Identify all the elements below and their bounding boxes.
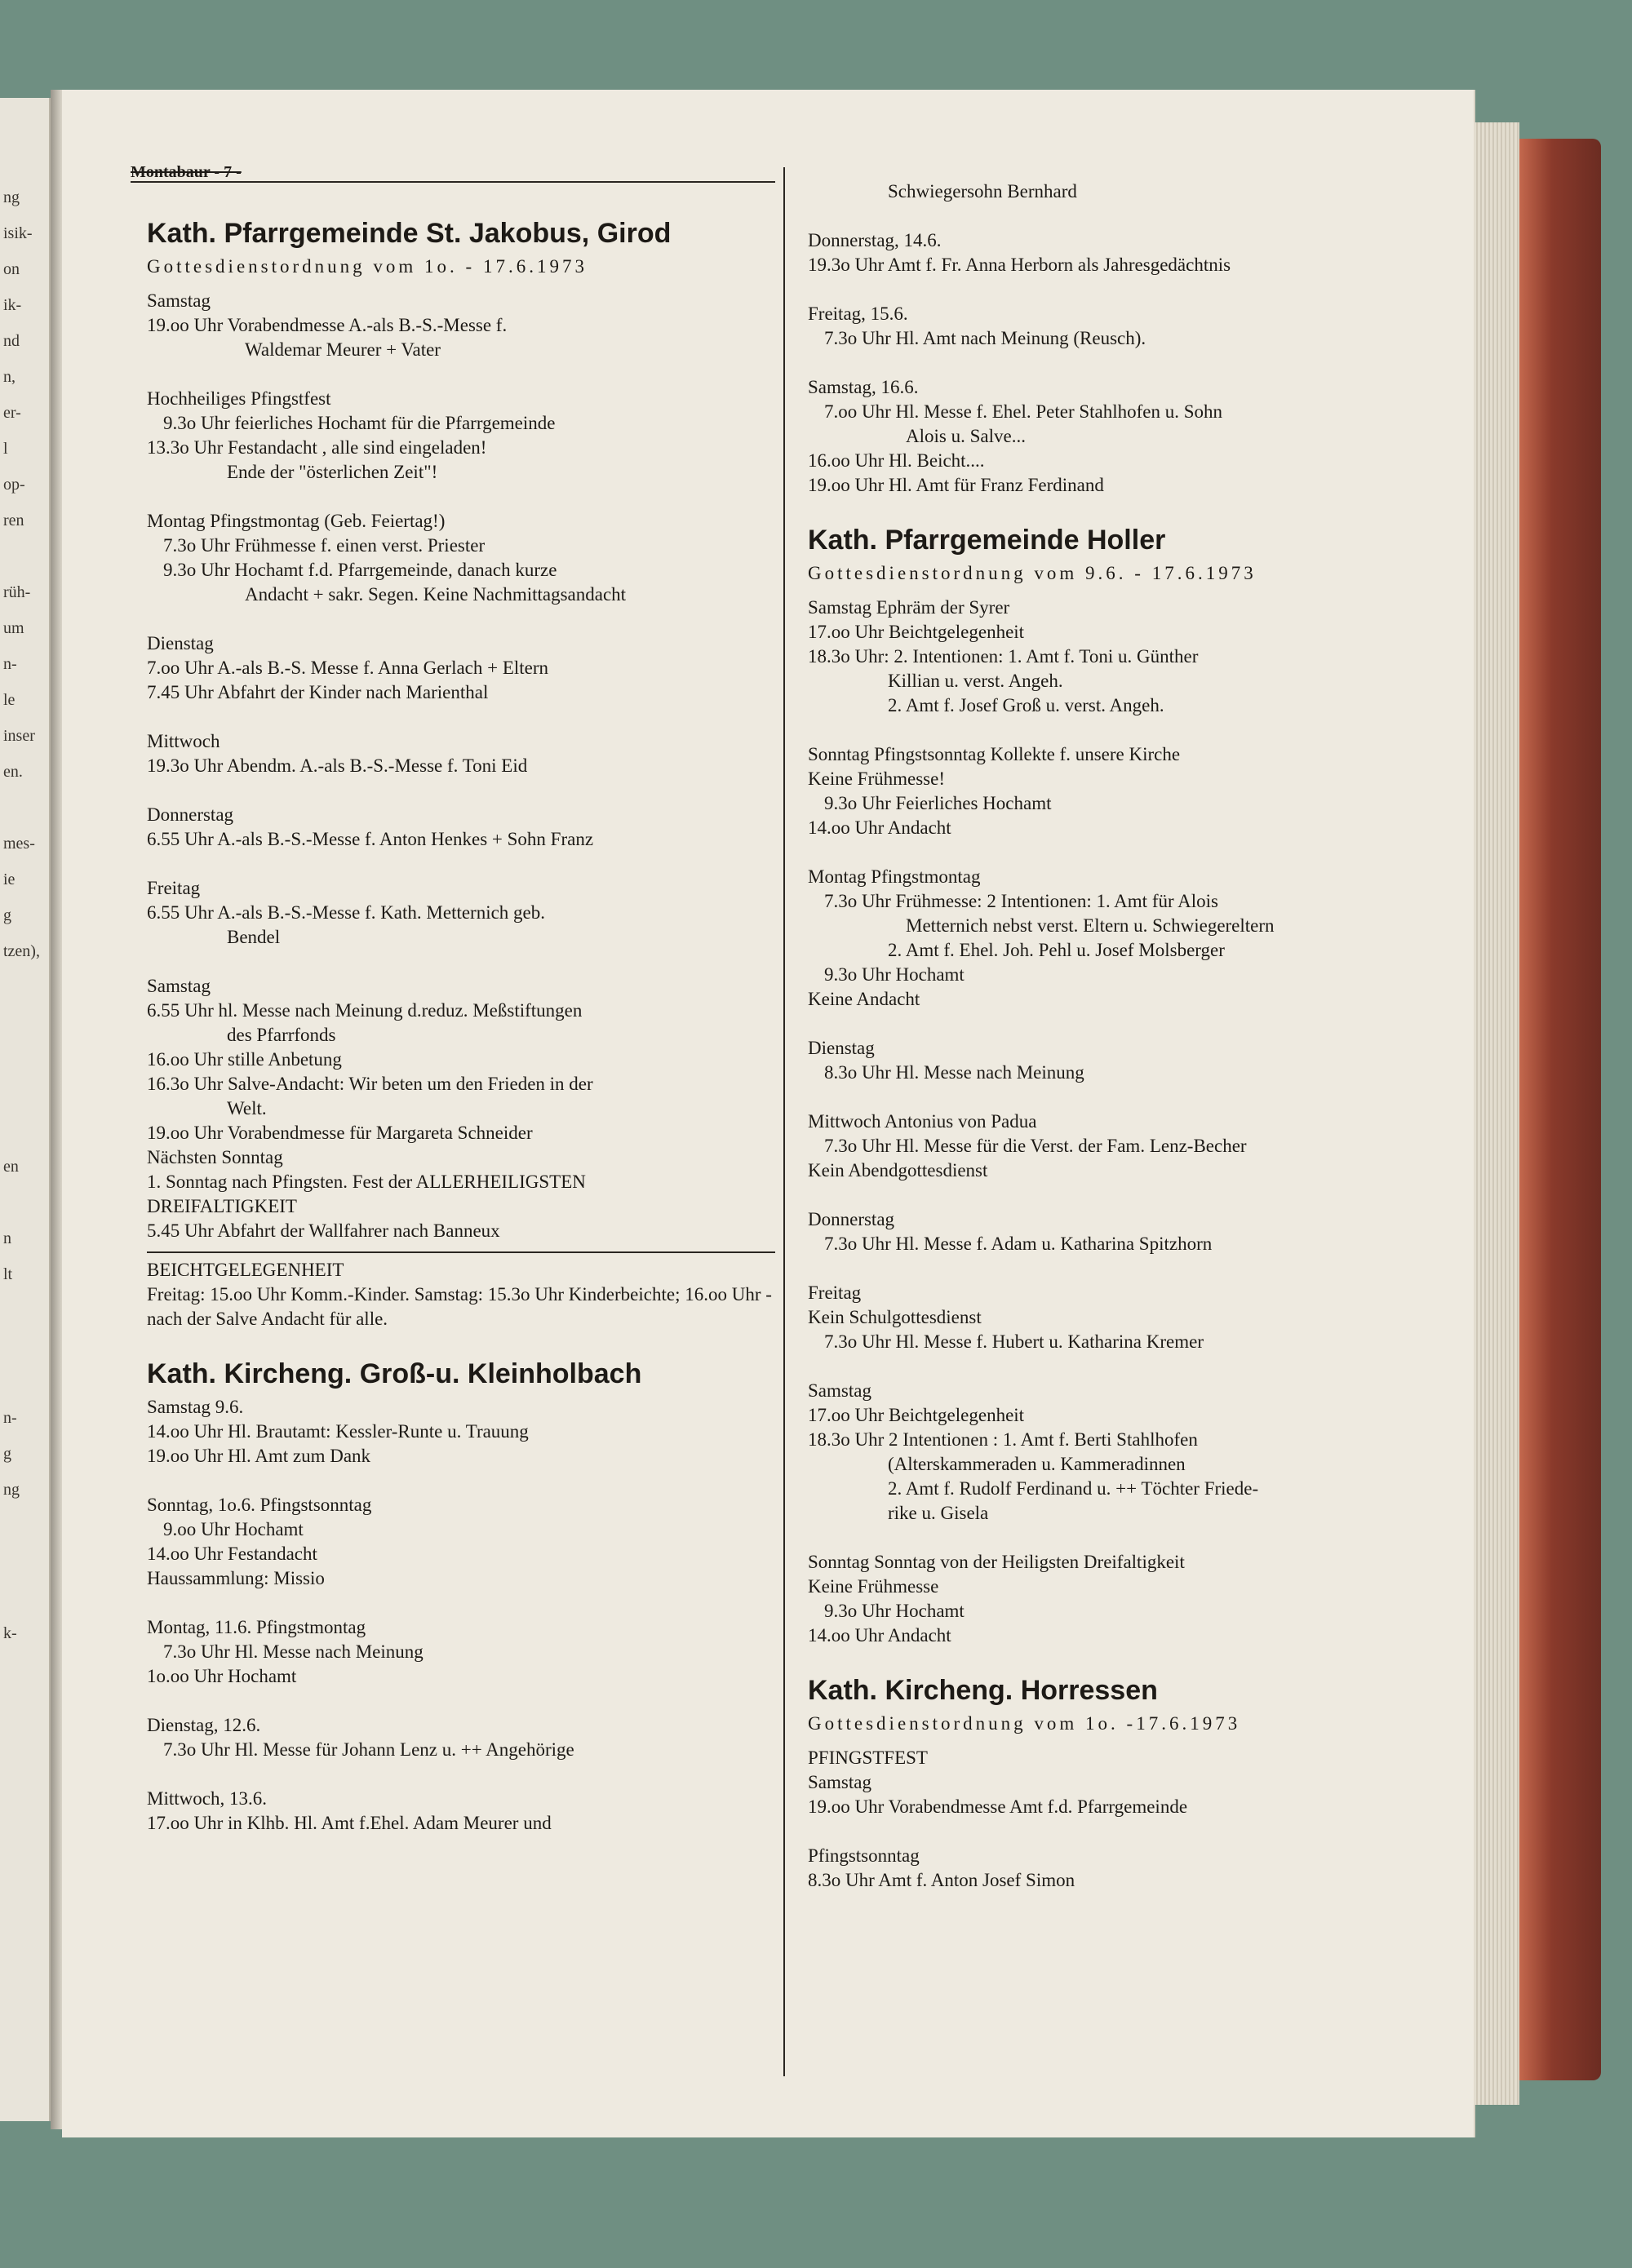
schedule-line: 9.3o Uhr Hochamt xyxy=(824,964,965,985)
section-title-holler: Kath. Pfarrgemeinde Holler xyxy=(808,525,1166,556)
left-page-fragment xyxy=(3,1508,49,1544)
section-subtitle-holler: Gottesdienstordnung vom 9.6. - 17.6.1973 xyxy=(808,563,1257,583)
left-page-fragment: n xyxy=(3,1229,11,1247)
section-title-kleinholbach: Kath. Kircheng. Groß-u. Kleinholbach xyxy=(147,1358,642,1389)
spacer xyxy=(808,718,1444,742)
left-page-fragment xyxy=(3,790,49,826)
schedule-line: 14.oo Uhr Festandacht xyxy=(147,1544,317,1564)
schedule-line: Sonntag, 1o.6. Pfingstsonntag xyxy=(147,1495,372,1515)
schedule-line: Montag Pfingstmontag (Geb. Feiertag!) xyxy=(147,511,446,531)
right-column xyxy=(808,155,1444,1893)
spacer xyxy=(147,1762,775,1787)
schedule-line: Haussammlung: Missio xyxy=(147,1568,325,1588)
schedule-line: PFINGSTFEST xyxy=(808,1748,928,1768)
schedule-line: 7.3o Uhr Hl. Messe für Johann Lenz u. ++ Angehörige xyxy=(163,1739,574,1760)
left-page-fragment xyxy=(3,1544,49,1579)
schedule-line: (Alterskammeraden u. Kammeradinnen xyxy=(888,1454,1186,1474)
left-page-fragment xyxy=(3,1041,49,1077)
left-page-fragment: n- xyxy=(3,655,17,673)
schedule-line: 8.3o Uhr Amt f. Anton Josef Simon xyxy=(808,1870,1075,1890)
schedule-line: 1o.oo Uhr Hochamt xyxy=(147,1666,297,1686)
schedule-line: Samstag, 16.6. xyxy=(808,377,919,397)
spacer xyxy=(147,705,775,729)
schedule-line: 5.45 Uhr Abfahrt der Wallfahrer nach Banneux xyxy=(147,1220,500,1241)
girod-schedule xyxy=(147,289,775,1243)
left-page-fragment: mes- xyxy=(3,835,35,853)
schedule-line: 14.oo Uhr Andacht xyxy=(808,1625,951,1646)
schedule-line: 9.oo Uhr Hochamt xyxy=(163,1519,304,1539)
beicht-text: Freitag: 15.oo Uhr Komm.-Kinder. Samstag: 15.3o Uhr Kinderbeichte; 16.oo Uhr - nach der Salve Andacht für alle. xyxy=(147,1284,772,1329)
schedule-line: 7.3o Uhr Hl. Messe für die Verst. der Fam. Lenz-Becher xyxy=(824,1136,1247,1156)
schedule-line: rike u. Gisela xyxy=(888,1503,989,1523)
schedule-line: Sonntag Sonntag von der Heiligsten Dreifaltigkeit xyxy=(808,1552,1185,1572)
left-page-fragment xyxy=(3,1005,49,1041)
spacer xyxy=(808,1012,1444,1036)
left-page-fragment: n- xyxy=(3,1409,17,1427)
schedule-line: Ende der "österlichen Zeit"! xyxy=(227,462,438,482)
schedule-line: Freitag xyxy=(808,1282,862,1303)
left-page-fragment: ik- xyxy=(3,296,22,314)
spacer xyxy=(147,778,775,803)
schedule-line: Samstag xyxy=(808,1380,871,1401)
schedule-line: DREIFALTIGKEIT xyxy=(147,1196,297,1216)
spacer xyxy=(808,1354,1444,1379)
schedule-line: 9.3o Uhr feierliches Hochamt für die Pfarrgemeinde xyxy=(163,413,556,433)
schedule-line: Montag Pfingstmontag xyxy=(808,866,981,887)
schedule-line: Keine Frühmesse! xyxy=(808,769,945,789)
schedule-line: Bendel xyxy=(227,927,281,947)
schedule-line: Donnerstag xyxy=(147,804,234,825)
horressen-schedule xyxy=(808,1746,1444,1893)
schedule-line: Samstag xyxy=(147,290,211,311)
spacer xyxy=(147,362,775,387)
book-gutter xyxy=(51,90,62,2129)
schedule-line: 18.3o Uhr 2 Intentionen : 1. Amt f. Berti Stahlhofen xyxy=(808,1429,1198,1450)
left-page-fragment xyxy=(3,1292,49,1328)
schedule-line: 7.oo Uhr A.-als B.-S. Messe f. Anna Gerlach + Eltern xyxy=(147,658,549,678)
left-page-fragment xyxy=(3,1113,49,1149)
schedule-line: 9.3o Uhr Hochamt xyxy=(824,1601,965,1621)
schedule-line: 6.55 Uhr A.-als B.-S.-Messe f. Kath. Metternich geb. xyxy=(147,902,546,923)
schedule-line: 7.3o Uhr Hl. Messe nach Meinung xyxy=(163,1641,424,1662)
left-page-fragment: isik- xyxy=(3,224,33,242)
schedule-line: Dienstag xyxy=(147,633,214,653)
schedule-line: 17.oo Uhr in Klhb. Hl. Amt f.Ehel. Adam Meurer und xyxy=(147,1813,552,1833)
section-title-girod: Kath. Pfarrgemeinde St. Jakobus, Girod xyxy=(147,218,672,249)
schedule-line: 9.3o Uhr Hochamt f.d. Pfarrgemeinde, danach kurze xyxy=(163,560,557,580)
schedule-line: Keine Frühmesse xyxy=(808,1576,939,1597)
schedule-line: 14.oo Uhr Hl. Brautamt: Kessler-Runte u. Trauung xyxy=(147,1421,529,1442)
left-page-edge xyxy=(0,98,51,2121)
spacer xyxy=(808,1256,1444,1281)
left-page-fragment xyxy=(3,1579,49,1615)
schedule-line: 7.3o Uhr Frühmesse f. einen verst. Priester xyxy=(163,535,486,556)
left-page-fragment: nd xyxy=(3,332,20,350)
left-page-fragment: um xyxy=(3,619,24,637)
left-column xyxy=(147,155,775,1836)
schedule-line: Schwiegersohn Bernhard xyxy=(888,181,1077,202)
schedule-line: Samstag 9.6. xyxy=(147,1397,244,1417)
schedule-line: Mittwoch, 13.6. xyxy=(147,1788,267,1809)
schedule-line: 19.oo Uhr Hl. Amt für Franz Ferdinand xyxy=(808,475,1104,495)
left-page-fragment: rüh- xyxy=(3,583,31,601)
section-subtitle-horressen: Gottesdienstordnung vom 1o. -17.6.1973 xyxy=(808,1713,1241,1734)
spacer xyxy=(147,1468,775,1493)
schedule-line: Donnerstag xyxy=(808,1209,895,1229)
left-page-fragment: op- xyxy=(3,476,25,494)
schedule-line: 1. Sonntag nach Pfingsten. Fest der ALLERHEILIGSTEN xyxy=(147,1172,586,1192)
schedule-line: 19.oo Uhr Vorabendmesse für Margareta Schneider xyxy=(147,1123,533,1143)
schedule-line: Welt. xyxy=(227,1098,267,1118)
schedule-line: Mittwoch Antonius von Padua xyxy=(808,1111,1037,1132)
left-page-fragment: inser xyxy=(3,727,35,745)
schedule-line: 16.3o Uhr Salve-Andacht: Wir beten um den Frieden in der xyxy=(147,1074,593,1094)
schedule-line: Sonntag Pfingstsonntag Kollekte f. unsere Kirche xyxy=(808,744,1181,764)
schedule-line: Nächsten Sonntag xyxy=(147,1147,283,1167)
schedule-line: Samstag xyxy=(147,976,211,996)
left-page-fragment: er- xyxy=(3,404,21,422)
spacer xyxy=(808,840,1444,865)
spacer xyxy=(147,950,775,974)
spacer xyxy=(808,1526,1444,1550)
schedule-line: 9.3o Uhr Feierliches Hochamt xyxy=(824,793,1052,813)
schedule-line: Freitag xyxy=(147,878,201,898)
left-page-fragment: g xyxy=(3,906,11,924)
spacer xyxy=(808,1183,1444,1207)
schedule-line: Alois u. Salve... xyxy=(906,426,1026,446)
schedule-line: 7.oo Uhr Hl. Messe f. Ehel. Peter Stahlhofen u. Sohn xyxy=(824,401,1223,422)
schedule-line: Dienstag xyxy=(808,1038,875,1058)
schedule-line: 19.3o Uhr Abendm. A.-als B.-S.-Messe f. Toni Eid xyxy=(147,755,528,776)
schedule-line: 2. Amt f. Ehel. Joh. Pehl u. Josef Molsberger xyxy=(888,940,1225,960)
schedule-line: Kein Abendgottesdienst xyxy=(808,1160,988,1181)
schedule-line: 16.oo Uhr Hl. Beicht.... xyxy=(808,450,985,471)
schedule-line: des Pfarrfonds xyxy=(227,1025,336,1045)
schedule-line: 6.55 Uhr A.-als B.-S.-Messe f. Anton Henkes + Sohn Franz xyxy=(147,829,594,849)
schedule-line: Kein Schulgottesdienst xyxy=(808,1307,982,1327)
schedule-line: Killian u. verst. Angeh. xyxy=(888,671,1063,691)
spacer xyxy=(808,204,1444,228)
schedule-line: 18.3o Uhr: 2. Intentionen: 1. Amt f. Toni u. Günther xyxy=(808,646,1199,667)
left-page-fragment: ie xyxy=(3,870,16,888)
left-page-fragment: g xyxy=(3,1445,11,1463)
schedule-line: Metternich nebst verst. Eltern u. Schwiegereltern xyxy=(906,915,1275,936)
schedule-line: 19.3o Uhr Amt f. Fr. Anna Herborn als Jahresgedächtnis xyxy=(808,255,1231,275)
book-cover xyxy=(1519,139,1601,2080)
column-divider xyxy=(783,167,785,2076)
left-page-fragment: ng xyxy=(3,1481,20,1499)
schedule-line: Keine Andacht xyxy=(808,989,920,1009)
schedule-line: 7.45 Uhr Abfahrt der Kinder nach Marienthal xyxy=(147,682,489,702)
left-page-fragment: en. xyxy=(3,763,23,781)
schedule-line: Montag, 11.6. Pfingstmontag xyxy=(147,1617,366,1637)
schedule-line: 7.3o Uhr Hl. Messe f. Adam u. Katharina Spitzhorn xyxy=(824,1234,1213,1254)
schedule-line: 17.oo Uhr Beichtgelegenheit xyxy=(808,1405,1025,1425)
schedule-line: Dienstag, 12.6. xyxy=(147,1715,261,1735)
spacer xyxy=(147,485,775,509)
schedule-line: 6.55 Uhr hl. Messe nach Meinung d.reduz. Meßstiftungen xyxy=(147,1000,583,1021)
left-page-fragment: ng xyxy=(3,188,20,206)
schedule-line: Samstag xyxy=(808,1772,871,1792)
section-title-horressen: Kath. Kircheng. Horressen xyxy=(808,1675,1158,1706)
kleinholbach-schedule xyxy=(147,1395,775,1836)
spacer xyxy=(808,277,1444,302)
left-page-fragment: n, xyxy=(3,368,16,386)
schedule-line: Donnerstag, 14.6. xyxy=(808,230,942,250)
left-page-fragment: le xyxy=(3,691,16,709)
schedule-line: 16.oo Uhr stille Anbetung xyxy=(147,1049,342,1070)
spacer xyxy=(808,1819,1444,1844)
spacer xyxy=(808,351,1444,375)
schedule-line: 17.oo Uhr Beichtgelegenheit xyxy=(808,622,1025,642)
schedule-line: 19.oo Uhr Vorabendmesse A.-als B.-S.-Messe f. xyxy=(147,315,508,335)
beicht-box xyxy=(147,1251,775,1331)
left-page-fragment xyxy=(3,1185,49,1220)
spacer xyxy=(147,607,775,631)
schedule-line: 14.oo Uhr Andacht xyxy=(808,817,951,838)
spacer xyxy=(147,1689,775,1713)
left-page-fragment: lt xyxy=(3,1265,13,1283)
schedule-line: Freitag, 15.6. xyxy=(808,303,908,324)
left-page-fragment: l xyxy=(3,440,8,458)
holler-schedule xyxy=(808,596,1444,1648)
schedule-line: 7.3o Uhr Hl. Amt nach Meinung (Reusch). xyxy=(824,328,1146,348)
spacer xyxy=(147,852,775,876)
beicht-heading: BEICHTGELEGENHEIT xyxy=(147,1260,344,1280)
spacer xyxy=(808,1085,1444,1110)
schedule-line: 2. Amt f. Rudolf Ferdinand u. ++ Töchter Friede- xyxy=(888,1478,1259,1499)
running-header: Montabaur - 7 - xyxy=(131,163,242,181)
schedule-line: Pfingstsonntag xyxy=(808,1845,920,1866)
left-page-fragment xyxy=(3,1077,49,1113)
schedule-line: 19.oo Uhr Hl. Amt zum Dank xyxy=(147,1446,371,1466)
schedule-line: 13.3o Uhr Festandacht , alle sind eingeladen! xyxy=(147,437,487,458)
section-subtitle-girod: Gottesdienstordnung vom 1o. - 17.6.1973 xyxy=(147,256,588,277)
left-page-fragment: ren xyxy=(3,512,24,529)
schedule-line: 8.3o Uhr Hl. Messe nach Meinung xyxy=(824,1062,1084,1083)
left-page-fragment: tzen), xyxy=(3,942,40,960)
schedule-line: Waldemar Meurer + Vater xyxy=(245,339,441,360)
schedule-line: 7.3o Uhr Hl. Messe f. Hubert u. Katharina Kremer xyxy=(824,1331,1204,1352)
left-page-fragment xyxy=(3,1364,49,1400)
left-page-fragment xyxy=(3,969,49,1005)
schedule-line: 19.oo Uhr Vorabendmesse Amt f.d. Pfarrgemeinde xyxy=(808,1796,1188,1817)
page-edges xyxy=(1474,122,1519,2105)
schedule-line: Mittwoch xyxy=(147,731,220,751)
spacer xyxy=(147,1591,775,1615)
left-page-fragment xyxy=(3,538,49,574)
schedule-line: 2. Amt f. Josef Groß u. verst. Angeh. xyxy=(888,695,1164,715)
schedule-line: Andacht + sakr. Segen. Keine Nachmittagsandacht xyxy=(245,584,627,605)
schedule-line: 7.3o Uhr Frühmesse: 2 Intentionen: 1. Amt für Alois xyxy=(824,891,1218,911)
left-page-fragment: on xyxy=(3,260,20,278)
left-page-fragment xyxy=(3,1328,49,1364)
schedule-line: Samstag Ephräm der Syrer xyxy=(808,597,1010,618)
left-page-fragment: en xyxy=(3,1158,19,1176)
left-page-fragment: k- xyxy=(3,1624,17,1642)
schedule-line: Hochheiliges Pfingstfest xyxy=(147,388,331,409)
continuation-schedule xyxy=(808,179,1444,498)
